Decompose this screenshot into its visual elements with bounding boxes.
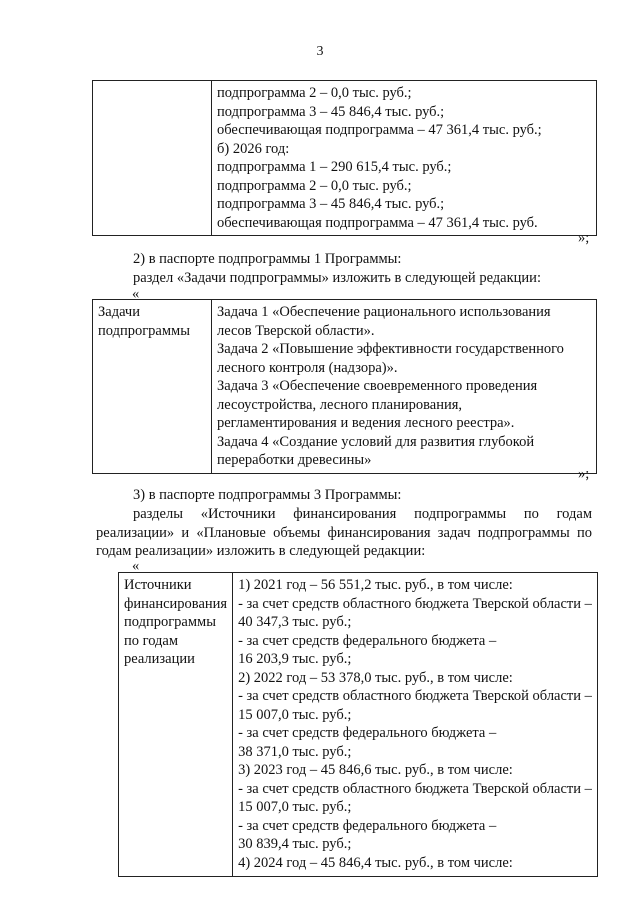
table2-left-line: подпрограммы — [98, 322, 190, 339]
table3-left-line: реализации — [124, 651, 195, 667]
table1-line: подпрограмма 2 – 0,0 тыс. руб.; — [217, 85, 412, 101]
table2-left-line: Задачи — [98, 304, 140, 320]
funding-table-continued — [92, 80, 597, 236]
table3-left-line: финансирования — [124, 595, 228, 612]
table2-line: переработки древесины» — [217, 452, 372, 468]
table3-left-cell — [119, 573, 233, 877]
section3-heading: 3) в паспорте подпрограммы 3 Программы: — [133, 487, 402, 503]
table3-line: 2) 2022 год – 53 378,0 тыс. руб., в том числе: — [238, 669, 513, 686]
table1-line: б) 2026 год: — [217, 140, 290, 157]
section2-instruction: раздел «Задачи подпрограммы» изложить в следующей редакции: — [133, 270, 541, 286]
table3-line: - за счет средств областного бюджета Тверской области – — [238, 595, 592, 612]
table2-line: Задача 4 «Создание условий для развития глубокой — [217, 433, 535, 450]
table3-right-cell — [233, 573, 598, 877]
opening-quote: « — [132, 558, 140, 574]
table2-line: регламентирования и ведения лесного реестра». — [217, 415, 515, 431]
table1-right-cell — [212, 81, 597, 236]
table1-line: подпрограмма 2 – 0,0 тыс. руб.; — [217, 177, 412, 194]
opening-quote: « — [132, 286, 140, 302]
closing-quote: »; — [578, 230, 590, 246]
tasks-table — [92, 299, 597, 474]
table3-line: - за счет средств областного бюджета Тверской области – — [238, 688, 592, 704]
table3-left-line: Источники — [124, 577, 192, 593]
table1-line: обеспечивающая подпрограмма – 47 361,4 тыс. руб. — [217, 214, 538, 231]
section2-heading: 2) в паспорте подпрограммы 1 Программы: — [133, 251, 402, 267]
page-number: 3 — [316, 44, 324, 59]
table1-line: подпрограмма 1 – 290 615,4 тыс. руб.; — [217, 159, 452, 175]
table3-line: 3) 2023 год – 45 846,6 тыс. руб., в том числе: — [238, 762, 513, 778]
table2-line: лесного контроля (надзора)». — [217, 359, 398, 376]
table1-line: подпрограмма 3 – 45 846,4 тыс. руб.; — [217, 196, 445, 212]
table3-line: 38 371,0 тыс. руб.; — [238, 743, 352, 760]
table3-line: 4) 2024 год – 45 846,4 тыс. руб., в том числе: — [238, 854, 513, 871]
sources-table — [118, 572, 598, 877]
table1-line: подпрограмма 3 – 45 846,4 тыс. руб.; — [217, 103, 445, 120]
closing-quote: »; — [578, 466, 590, 482]
table3-left-line: по годам — [124, 632, 179, 649]
table3-line: 15 007,0 тыс. руб.; — [238, 706, 352, 723]
table3-line: - за счет средств федерального бюджета – — [238, 725, 497, 741]
table3-line: - за счет средств областного бюджета Тверской области – — [238, 780, 592, 797]
table3-line: 30 839,4 тыс. руб.; — [238, 836, 352, 852]
table2-line: Задача 2 «Повышение эффективности государственного — [217, 341, 564, 357]
table2-line: лесоустройства, лесного планирования, — [217, 396, 463, 413]
table2-left-cell — [93, 300, 212, 474]
section3-paragraph: разделы «Источники финансирования подпрограммы по годам реализации» и «Плановые объемы финансирования задач подпрограммы по годам реализации» изложить в следующей редакции: — [96, 506, 592, 559]
table3-line: - за счет средств федерального бюджета – — [238, 817, 497, 834]
table3-line: 40 347,3 тыс. руб.; — [238, 614, 352, 630]
table2-right-cell — [212, 300, 597, 474]
table1-line: обеспечивающая подпрограмма – 47 361,4 тыс. руб.; — [217, 122, 542, 138]
table1-left-cell — [93, 81, 212, 236]
table3-line: 1) 2021 год – 56 551,2 тыс. руб., в том числе: — [238, 577, 513, 593]
table3-line: - за счет средств федерального бюджета – — [238, 632, 497, 649]
table2-line: лесов Тверской области». — [217, 322, 375, 339]
table3-line: 16 203,9 тыс. руб.; — [238, 651, 352, 667]
table2-line: Задача 1 «Обеспечение рационального использования — [217, 304, 551, 320]
table3-left-line: подпрограммы — [124, 614, 216, 630]
table3-line: 15 007,0 тыс. руб.; — [238, 799, 352, 815]
table2-line: Задача 3 «Обеспечение своевременного проведения — [217, 378, 538, 394]
